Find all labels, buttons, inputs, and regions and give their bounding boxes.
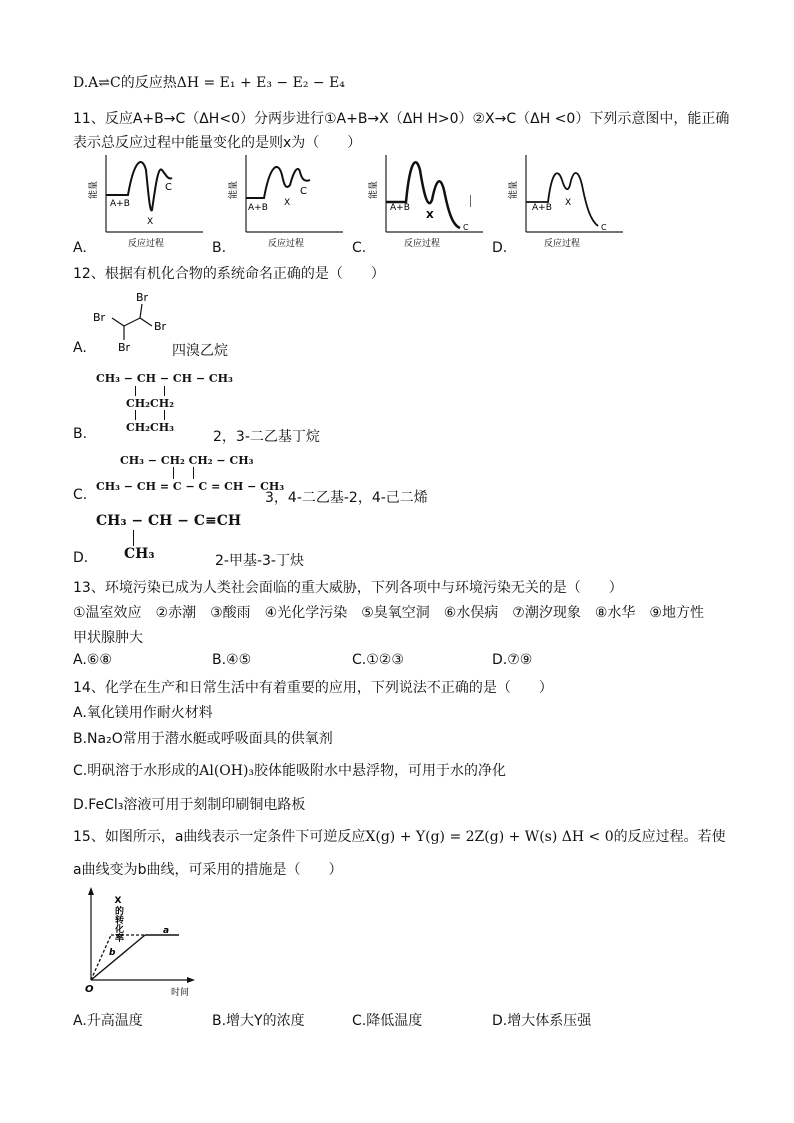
q15-option-b: B.增大Y的浓度 — [212, 1013, 305, 1029]
q12-b-bond-4 — [164, 410, 165, 420]
q11-option-b-letter: B. — [212, 240, 227, 256]
q15-option-a: A.升高温度 — [73, 1013, 143, 1029]
ab-label-d: A+B — [532, 203, 552, 213]
q15-option-d: D.增大体系压强 — [492, 1013, 592, 1029]
ylabel-a: 能量 — [89, 180, 99, 199]
xlabel-c: 反应过程 — [404, 239, 441, 249]
x-label-b: X — [284, 198, 291, 208]
q12-c-bond-2 — [193, 467, 194, 479]
xlabel-a: 反应过程 — [128, 239, 165, 249]
q15-curve-b-label: b — [109, 948, 116, 958]
q13-items-line1: ①温室效应 ②赤潮 ③酸雨 ④光化学污染 ⑤臭氧空洞 ⑥水俣病 ⑦潮汐现象 ⑧水华 ⑨地方性 — [73, 605, 704, 621]
q11-option-d-diagram — [508, 150, 628, 250]
x-label-d: X — [565, 198, 572, 208]
q15-stem-formula: X(g) + Y(g) = 2Z(g) + W(s) ΔH < 0 — [365, 829, 614, 845]
q14-option-c-post: 胶体能吸附水中悬浮物，可用于水的净化 — [254, 763, 507, 779]
q12-d-bond — [133, 530, 134, 546]
q12-option-c-letter: C. — [73, 487, 88, 503]
br-4: Br — [118, 341, 131, 354]
c-label-a: C — [165, 182, 172, 193]
q12-option-d-letter: D. — [73, 550, 89, 566]
q12-option-a-letter: A. — [73, 340, 87, 356]
xlabel-d: 反应过程 — [544, 239, 581, 249]
q11-stem-line1: 11、反应A+B→C（ΔH<0）分两步进行①A+B→X（ΔH H>0）②X→C（ΔH <0）下列示意图中，能正确 — [73, 111, 730, 127]
c-label-c: C — [463, 223, 469, 232]
q15-graph — [73, 885, 198, 1000]
q12-b-bond-1 — [135, 386, 136, 396]
br-3: Br — [154, 320, 167, 333]
q12-option-d-name: 2-甲基-3-丁炔 — [215, 553, 304, 569]
q12-option-c-name: 3，4-二乙基-2，4-己二烯 — [265, 490, 428, 506]
q15-stem-line2: a曲线变为b曲线，可采用的措施是（ ） — [73, 862, 343, 878]
q15-stem-pre: 15、如图所示，a曲线表示一定条件下可逆反应 — [73, 829, 366, 845]
q11-divider-mark — [470, 195, 471, 207]
q11-option-b-diagram — [228, 150, 348, 250]
q12-option-b-sub1: CH₂CH₂ — [126, 397, 174, 410]
q11-option-d-letter: D. — [492, 240, 508, 256]
x-label-a: X — [147, 217, 154, 227]
ab-label-b: A+B — [248, 203, 268, 213]
q15-option-c: C.降低温度 — [352, 1013, 423, 1029]
q12-b-bond-3 — [135, 410, 136, 420]
q14-option-c-formula: Al(OH)₃ — [199, 763, 255, 779]
q14-option-d: D.FeCl₃溶液可用于刻制印刷铜电路板 — [73, 797, 306, 813]
xlabel-b: 反应过程 — [268, 239, 305, 249]
q12-option-d-main: CH₃ − CH − C≡CH — [96, 513, 242, 529]
q15-xlabel: 时间 — [171, 988, 190, 998]
q13-option-c: C.①②③ — [352, 652, 404, 668]
c-label-d: C — [601, 223, 607, 232]
q15-ylabel-text: X的转化率 — [77, 896, 123, 906]
br-1: Br — [93, 311, 106, 324]
ylabel-d: 能量 — [509, 180, 519, 199]
q15-stem-line1 — [73, 826, 726, 846]
q13-option-a: A.⑥⑧ — [73, 652, 112, 668]
q15-ylabel — [77, 896, 125, 943]
q12-option-b-name: 2，3-二乙基丁烷 — [213, 429, 320, 445]
q15-origin: O — [85, 984, 94, 995]
q14-option-c — [73, 760, 506, 780]
q12-option-c-top: CH₃ − CH₂ CH₂ − CH₃ — [120, 454, 254, 467]
q11-option-c-letter: C. — [352, 240, 367, 256]
q12-b-bond-2 — [164, 386, 165, 396]
q14-stem: 14、化学在生产和日常生活中有着重要的应用，下列说法不正确的是（ ） — [73, 680, 553, 696]
q13-option-d: D.⑦⑨ — [492, 652, 533, 668]
q15-curve-a-label: a — [163, 926, 170, 936]
ylabel-b: 能量 — [229, 180, 239, 199]
q12-option-b-letter: B. — [73, 426, 88, 442]
br-2: Br — [136, 291, 149, 304]
q13-items-line2: 甲状腺肿大 — [73, 630, 143, 646]
q12-option-a-name: 四溴乙烷 — [172, 343, 228, 359]
c-label-b: C — [300, 186, 307, 197]
q15-stem-post: 的反应过程。若使 — [613, 829, 726, 845]
q12-stem: 12、根据有机化合物的系统命名正确的是（ ） — [73, 266, 385, 282]
q12-option-b-main: CH₃ − CH − CH − CH₃ — [96, 372, 233, 385]
q12-option-d-sub: CH₃ — [124, 546, 155, 562]
q12-c-bond-1 — [173, 467, 174, 479]
q10-option-d: D.A⇌C的反应热ΔH = E₁ + E₃ − E₂ − E₄ — [73, 75, 345, 91]
q13-stem: 13、环境污染已成为人类社会面临的重大威胁，下列各项中与环境污染无关的是（ ） — [73, 580, 623, 596]
q14-option-b: B.Na₂O常用于潜水艇或呼吸面具的供氧剂 — [73, 731, 333, 747]
q11-stem-line2: 表示总反应过程中能量变化的是则x为（ ） — [73, 135, 362, 151]
q14-option-c-pre: C.明矾溶于水形成的 — [73, 763, 200, 779]
q11-option-a-letter: A. — [73, 240, 87, 256]
x-label-c: X — [426, 210, 434, 221]
q12-option-b-sub2: CH₂CH₃ — [126, 421, 174, 434]
q14-option-a: A.氧化镁用作耐火材料 — [73, 705, 213, 721]
ab-label-c: A+B — [390, 203, 410, 213]
q11-option-a-diagram — [88, 150, 208, 250]
q12-option-a-structure — [88, 288, 178, 356]
ab-label-a: A+B — [110, 199, 130, 209]
q13-option-b: B.④⑤ — [212, 652, 252, 668]
q12-option-c-main: CH₃ − CH = C − C = CH − CH₃ — [96, 480, 285, 493]
ylabel-c: 能量 — [369, 180, 379, 199]
